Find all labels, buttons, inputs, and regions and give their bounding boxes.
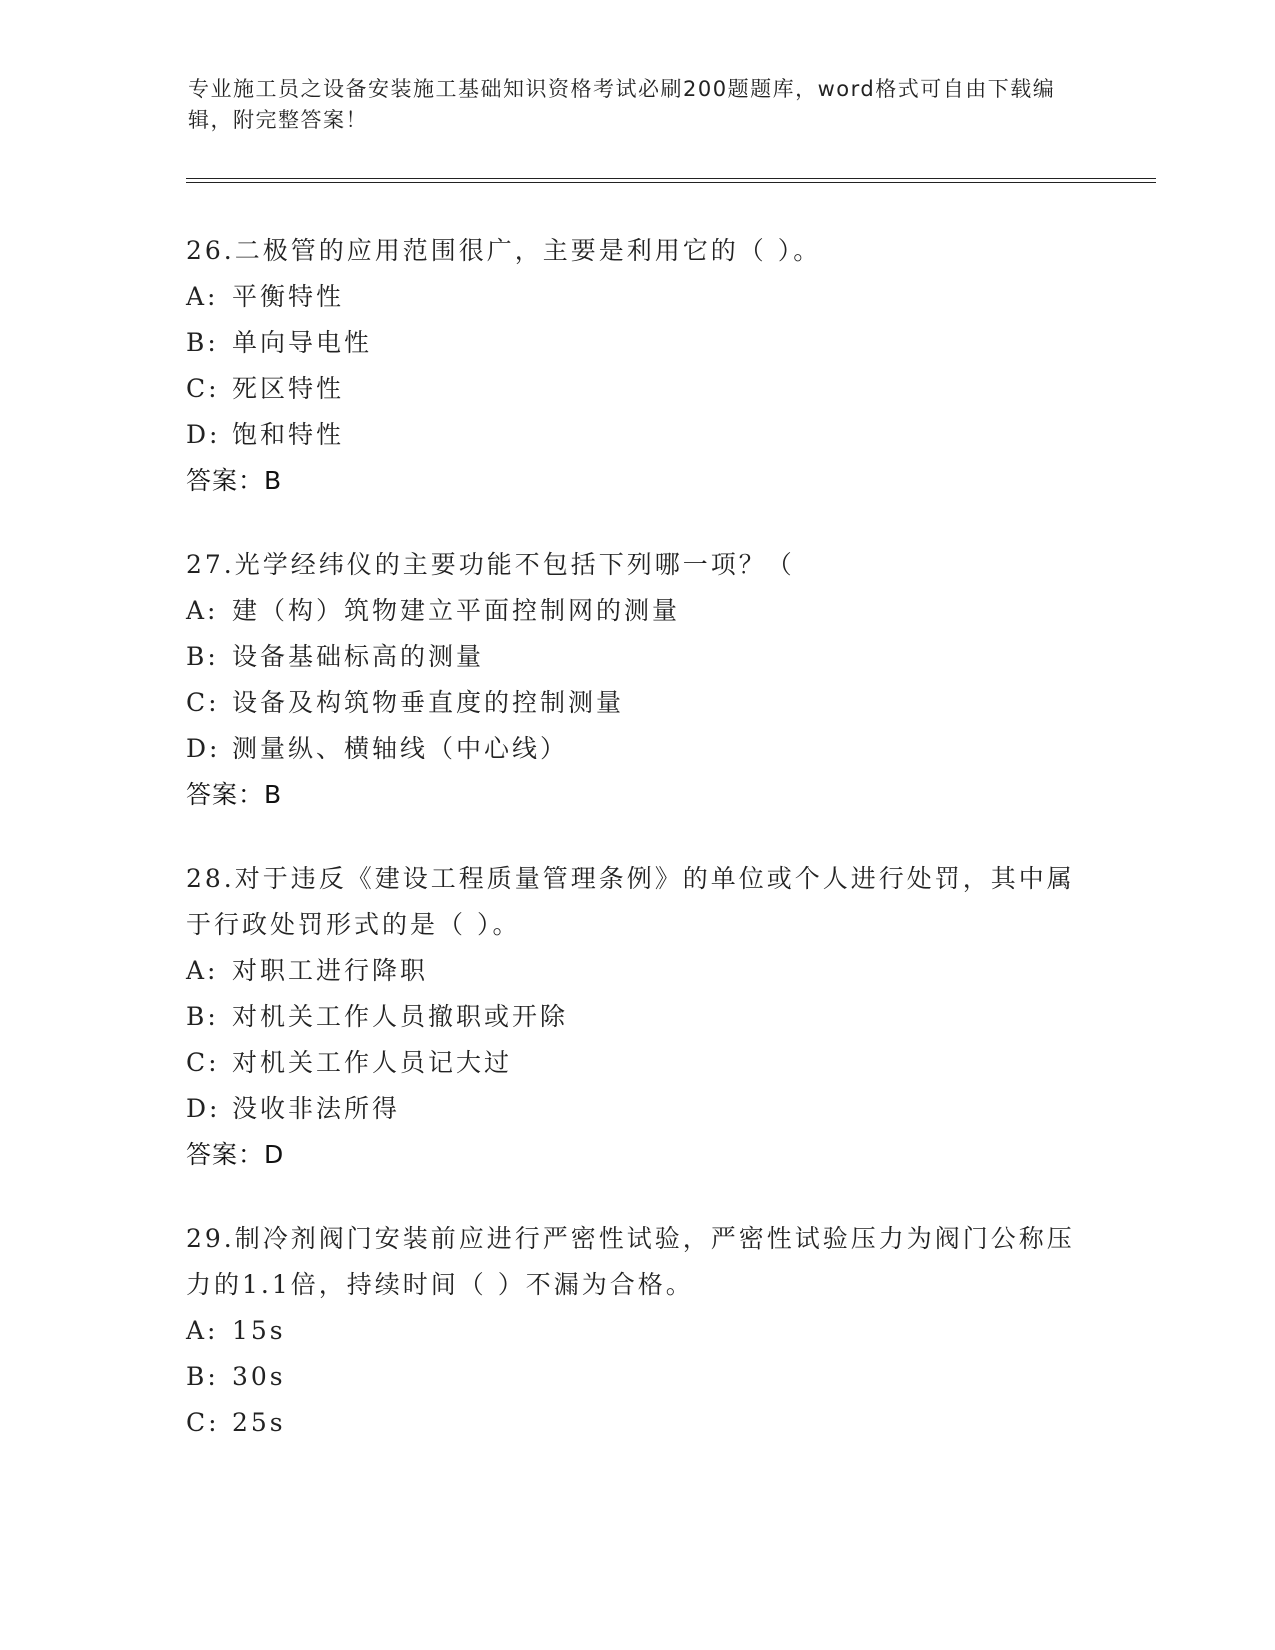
option-b: [186, 1354, 1106, 1400]
option-text: 设备基础标高的测量: [232, 642, 485, 671]
option-b: [186, 320, 1106, 366]
question-26: [186, 228, 1106, 504]
question-28: [186, 856, 1106, 1178]
option-a: [186, 1308, 1106, 1354]
option-c: [186, 1400, 1106, 1446]
option-label: B:: [186, 1002, 219, 1031]
question-27: [186, 542, 1106, 818]
option-label: C:: [186, 1048, 220, 1077]
option-d: [186, 1086, 1106, 1132]
option-text: 15s: [232, 1316, 286, 1345]
option-d: [186, 412, 1106, 458]
question-29: [186, 1216, 1106, 1446]
option-text: 对机关工作人员记大过: [232, 1048, 513, 1077]
answer: 答案：B: [186, 466, 283, 495]
option-a: [186, 274, 1106, 320]
question-list: [186, 228, 1106, 1484]
option-label: B:: [186, 642, 219, 671]
question-title: 28.对于违反《建设工程质量管理条例》的单位或个人进行处罚，其中属于行政处罚形式的是（ ）。: [186, 864, 1075, 939]
option-label: D:: [186, 420, 221, 449]
header-rule-top: [186, 178, 1156, 179]
option-label: D:: [186, 1094, 221, 1123]
option-text: 设备及构筑物垂直度的控制测量: [232, 688, 625, 717]
option-label: C:: [186, 688, 220, 717]
option-label: A:: [186, 956, 219, 985]
option-text: 单向导电性: [232, 328, 373, 357]
option-a: [186, 588, 1106, 634]
option-text: 对职工进行降职: [232, 956, 429, 985]
option-c: [186, 366, 1106, 412]
option-a: [186, 948, 1106, 994]
option-label: D:: [186, 734, 221, 763]
answer: 答案：B: [186, 780, 283, 809]
question-title: 29.制冷剂阀门安装前应进行严密性试验，严密性试验压力为阀门公称压力的1.1倍，持续时间（ ）不漏为合格。: [186, 1224, 1075, 1299]
option-label: C:: [186, 374, 220, 403]
header-rule-bottom: [186, 182, 1156, 183]
option-label: A:: [186, 1316, 219, 1345]
option-label: A:: [186, 282, 219, 311]
question-title: 27.光学经纬仪的主要功能不包括下列哪一项？（: [186, 550, 795, 579]
option-text: 没收非法所得: [232, 1094, 401, 1123]
option-c: [186, 680, 1106, 726]
option-label: B:: [186, 328, 219, 357]
option-b: [186, 634, 1106, 680]
option-text: 测量纵、横轴线（中心线）: [232, 734, 569, 763]
option-label: B:: [186, 1362, 219, 1391]
option-label: C:: [186, 1408, 220, 1437]
option-d: [186, 726, 1106, 772]
option-text: 饱和特性: [232, 420, 345, 449]
option-label: A:: [186, 596, 219, 625]
answer: 答案：D: [186, 1140, 285, 1169]
option-b: [186, 994, 1106, 1040]
option-text: 死区特性: [232, 374, 345, 403]
option-text: 30s: [232, 1362, 286, 1391]
option-text: 平衡特性: [232, 282, 345, 311]
question-title: 26.二极管的应用范围很广，主要是利用它的（ ）。: [186, 236, 822, 265]
option-text: 建（构）筑物建立平面控制网的测量: [232, 596, 681, 625]
document-header: 专业施工员之设备安装施工基础知识资格考试必刷200题题库，word格式可自由下载编辑，附完整答案！: [188, 77, 1056, 132]
option-c: [186, 1040, 1106, 1086]
option-text: 25s: [232, 1408, 286, 1437]
option-text: 对机关工作人员撤职或开除: [232, 1002, 569, 1031]
